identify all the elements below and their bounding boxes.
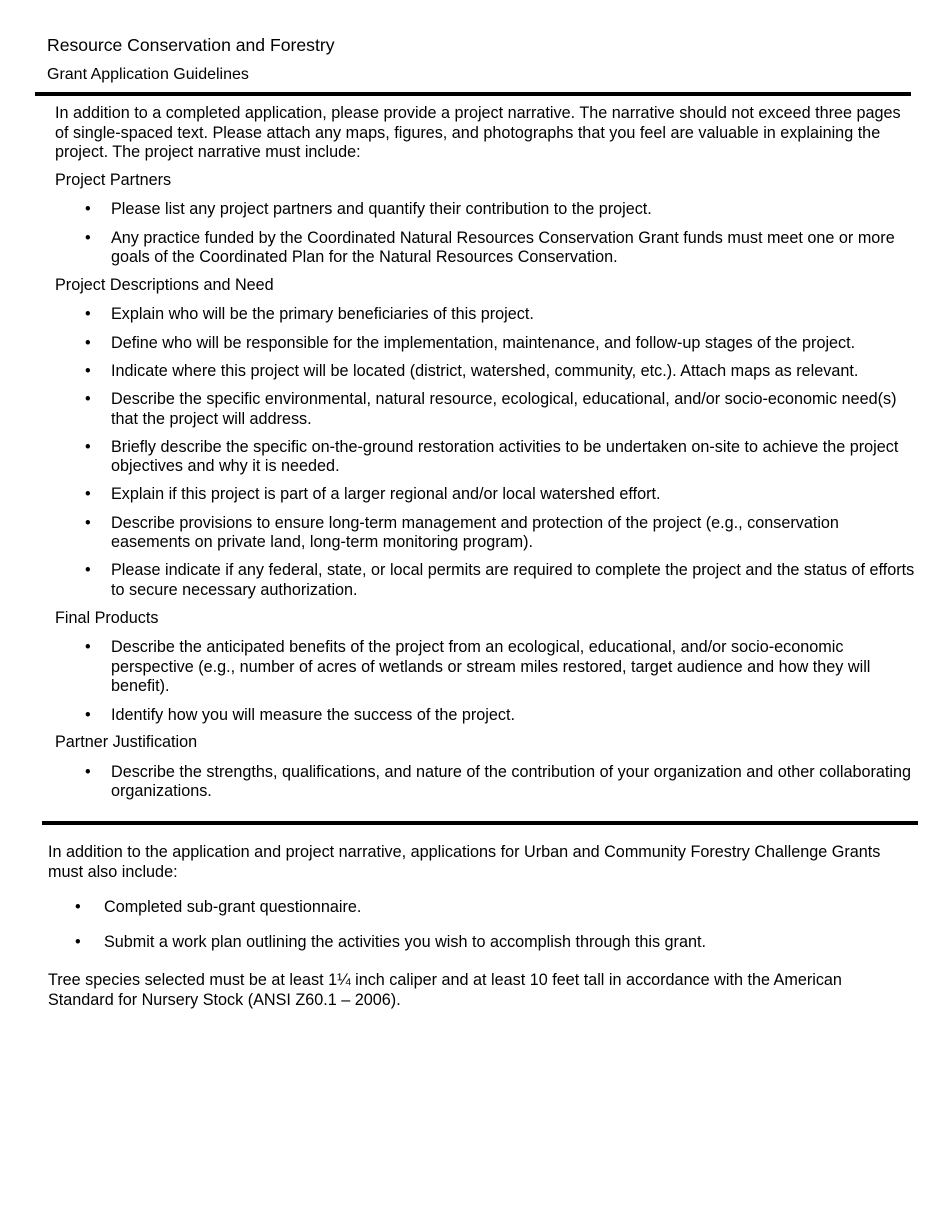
list-item	[55, 334, 915, 354]
list-item	[55, 362, 915, 382]
list-item	[55, 561, 915, 600]
bullet-icon: •	[85, 389, 91, 408]
list-item	[48, 933, 908, 953]
bullet-icon: •	[75, 932, 81, 951]
descriptions-and-need-list	[55, 305, 915, 600]
list-item-text: Explain if this project is part of a larger regional and/or local watershed effort.	[111, 485, 661, 504]
list-item	[48, 898, 908, 918]
list-item-text: Briefly describe the specific on-the-ground restoration activities to be undertaken on-site to achieve the project objectives and why it is needed.	[111, 437, 899, 476]
list-item	[55, 390, 915, 429]
list-item	[55, 514, 915, 553]
forestry-intro: In addition to the application and project narrative, applications for Urban and Community Forestry Challenge Grants must also include:	[48, 843, 881, 881]
list-item-text: Describe the anticipated benefits of the project from an ecological, educational, and/or socio-economic perspective (e.g., number of acres of wetlands or stream miles restored, target audience and how they will benefit).	[111, 638, 871, 696]
list-item	[55, 638, 915, 697]
list-item	[55, 438, 915, 477]
list-item-text: Please list any project partners and quantify their contribution to the project.	[111, 200, 652, 219]
section-heading-partner-justification: Partner Justification	[55, 733, 198, 752]
section-heading-descriptions-and-need: Project Descriptions and Need	[55, 275, 274, 294]
bullet-icon: •	[85, 200, 91, 219]
bullet-icon: •	[85, 561, 91, 580]
list-item-text: Submit a work plan outlining the activities you wish to accomplish through this grant.	[104, 932, 706, 951]
bullet-icon: •	[85, 762, 91, 781]
list-item-text: Describe provisions to ensure long-term management and protection of the project (e.g., conservation easements on private land, long-term monitoring program).	[111, 513, 839, 552]
list-item-text: Any practice funded by the Coordinated Natural Resources Conservation Grant funds must meet one or more goals of the Coordinated Plan for the Natural Resources Conservation.	[111, 228, 895, 267]
forestry-requirements-section	[48, 843, 908, 1011]
section-heading-project-partners: Project Partners	[55, 170, 172, 189]
list-item-text: Identify how you will measure the success of the project.	[111, 705, 515, 724]
list-item	[55, 763, 915, 802]
list-item	[55, 305, 915, 325]
list-item	[55, 229, 915, 268]
bullet-icon: •	[85, 638, 91, 657]
final-products-list	[55, 638, 915, 725]
section-heading-final-products: Final Products	[55, 608, 159, 627]
tree-species-requirement: Tree species selected must be at least 1¼ inch caliper and at least 10 feet tall in accordance with the American Standard for Nursery Stock (ANSI Z60.1 – 2006).	[48, 971, 842, 1009]
list-item-text: Please indicate if any federal, state, or local permits are required to complete the project and the status of efforts to secure necessary authorization.	[111, 561, 915, 600]
list-item-text: Define who will be responsible for the implementation, maintenance, and follow-up stages of the project.	[111, 333, 856, 352]
bullet-icon: •	[85, 333, 91, 352]
document-title: Resource Conservation and Forestry	[47, 35, 335, 55]
list-item-text: Describe the strengths, qualifications, and nature of the contribution of your organization and other collaborating organizations.	[111, 762, 911, 801]
section-divider	[42, 821, 918, 825]
document-subtitle: Grant Application Guidelines	[47, 66, 249, 83]
bullet-icon: •	[85, 305, 91, 324]
list-item	[55, 485, 915, 505]
bullet-icon: •	[85, 437, 91, 456]
forestry-requirements-list	[48, 898, 908, 953]
bullet-icon: •	[75, 897, 81, 916]
partner-justification-list	[55, 763, 915, 802]
bullet-icon: •	[85, 361, 91, 380]
bullet-icon: •	[85, 705, 91, 724]
project-partners-list	[55, 200, 915, 267]
list-item	[55, 706, 915, 726]
list-item	[55, 200, 915, 220]
header-divider	[35, 92, 911, 96]
bullet-icon: •	[85, 513, 91, 532]
list-item-text: Explain who will be the primary beneficiaries of this project.	[111, 305, 534, 324]
list-item-text: Describe the specific environmental, natural resource, ecological, educational, and/or socio-economic need(s) that the project will address.	[111, 389, 897, 428]
bullet-icon: •	[85, 485, 91, 504]
list-item-text: Completed sub-grant questionnaire.	[104, 897, 362, 916]
narrative-intro: In addition to a completed application, please provide a project narrative. The narrative should not exceed three pages of single-spaced text. Please attach any maps, figures, and photographs that you feel are valuable in explaining the project. The project narrative must include:	[55, 104, 901, 162]
bullet-icon: •	[85, 228, 91, 247]
project-narrative-section	[55, 104, 915, 802]
list-item-text: Indicate where this project will be located (district, watershed, community, etc.). Attach maps as relevant.	[111, 361, 859, 380]
